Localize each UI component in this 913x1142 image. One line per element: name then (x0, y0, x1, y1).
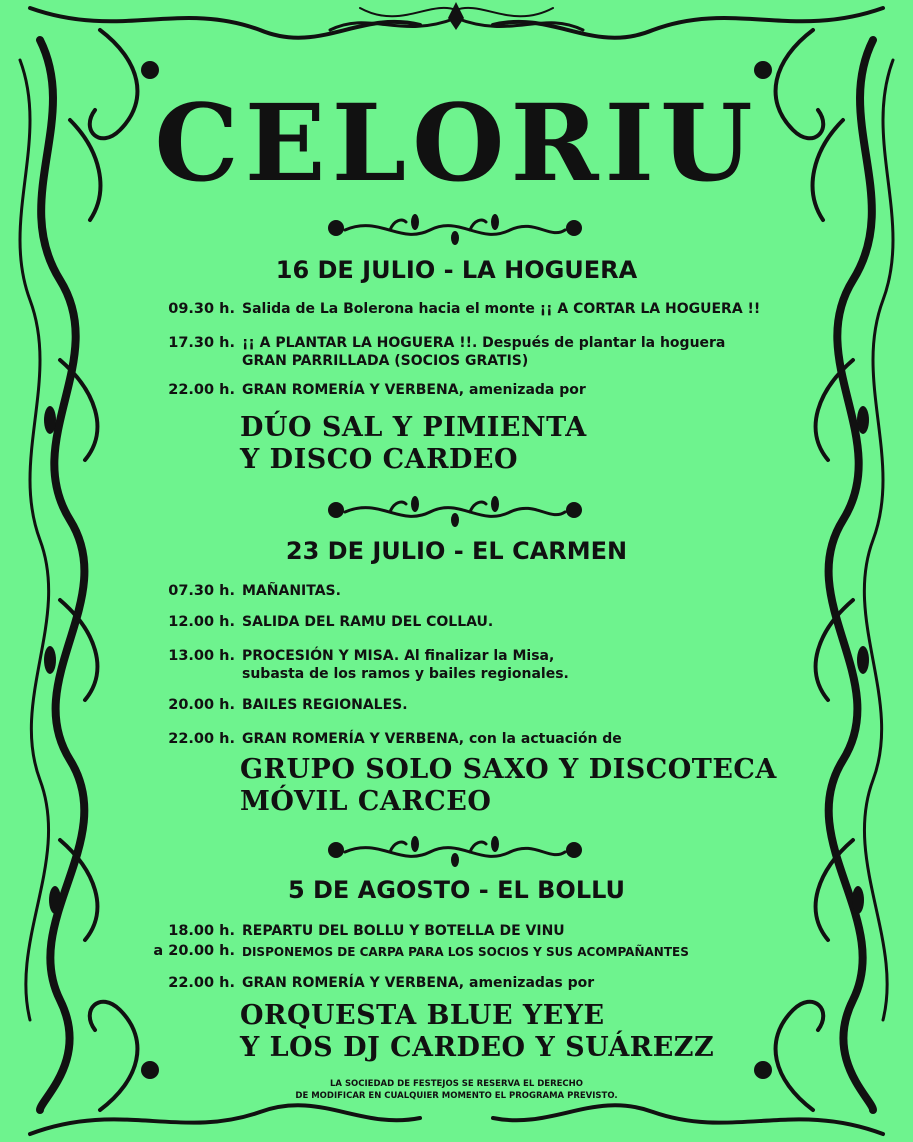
day-heading: 23 DE JULIO - EL CARMEN (285, 537, 628, 565)
event-time: 22.00 h. (168, 731, 235, 747)
event-line: GRAN ROMERÍA Y VERBENA, con la actuación de (242, 731, 622, 747)
event-time: a 20.00 h. (153, 943, 235, 959)
performer-line: ORQUESTA BLUE YEYE (240, 1000, 605, 1031)
performer-line: MÓVIL CARCEO (240, 786, 492, 817)
event-line: DISPONEMOS DE CARPA PARA LOS SOCIOS Y SUS ACOMPAÑANTES (242, 945, 689, 959)
performer-name (240, 1000, 840, 1064)
event-time: 20.00 h. (168, 697, 235, 713)
event-line: SALIDA DEL RAMU DEL COLLAU. (242, 614, 494, 630)
event-time: 07.30 h. (168, 583, 235, 599)
disclaimer-line: DE MODIFICAR EN CUALQUIER MOMENTO EL PROGRAMA PREVISTO. (295, 1091, 618, 1101)
performer-name (240, 412, 840, 476)
event-time: 18.00 h. (168, 923, 235, 939)
event-line: GRAN ROMERÍA Y VERBENA, amenizadas por (242, 975, 595, 991)
event-description (242, 613, 802, 631)
event-time: 17.30 h. (168, 335, 235, 351)
event-time: 22.00 h. (168, 975, 235, 991)
event-description (242, 922, 802, 961)
event-line: ¡¡ A PLANTAR LA HOGUERA !!. Después de plantar la hoguera (242, 335, 726, 351)
day-heading: 5 DE AGOSTO - EL BOLLU (287, 876, 626, 904)
event-time: 22.00 h. (168, 382, 235, 398)
event-line: GRAN ROMERÍA Y VERBENA, amenizada por (242, 382, 586, 398)
event-line: PROCESIÓN Y MISA. Al finalizar la Misa, (242, 648, 555, 664)
event-line: REPARTU DEL BOLLU Y BOTELLA DE VINU (242, 923, 565, 939)
event-description (242, 381, 802, 399)
performer-name (240, 754, 840, 818)
event-line: subasta de los ramos y bailes regionales. (242, 666, 569, 682)
performer-line: Y LOS DJ CARDEO Y SUÁREZZ (240, 1032, 715, 1063)
day-heading: 16 DE JULIO - LA HOGUERA (275, 256, 638, 284)
poster-title: CELORIU (154, 80, 759, 205)
event-line: Salida de La Bolerona hacia el monte ¡¡ A CORTAR LA HOGUERA !! (242, 301, 761, 317)
event-description (242, 730, 802, 748)
event-line: BAILES REGIONALES. (242, 697, 408, 713)
event-line: GRAN PARRILLADA (SOCIOS GRATIS) (242, 353, 529, 369)
performer-line: GRUPO SOLO SAXO Y DISCOTECA (240, 754, 777, 785)
performer-line: DÚO SAL Y PIMIENTA (240, 412, 587, 443)
event-description (242, 334, 802, 370)
event-time: 12.00 h. (168, 614, 235, 630)
disclaimer (0, 1078, 913, 1102)
rose-vine-divider-icon (320, 210, 590, 250)
event-line: MAÑANITAS. (242, 583, 341, 599)
event-description (242, 582, 802, 600)
rose-vine-divider-icon (320, 492, 590, 532)
event-description (242, 300, 802, 318)
event-description (242, 974, 802, 992)
event-time: 13.00 h. (168, 648, 235, 664)
event-time: 09.30 h. (168, 301, 235, 317)
rose-vine-divider-icon (320, 832, 590, 872)
event-description (242, 647, 802, 683)
event-description (242, 696, 802, 714)
disclaimer-line: LA SOCIEDAD DE FESTEJOS SE RESERVA EL DERECHO (329, 1079, 583, 1089)
performer-line: Y DISCO CARDEO (240, 444, 519, 475)
